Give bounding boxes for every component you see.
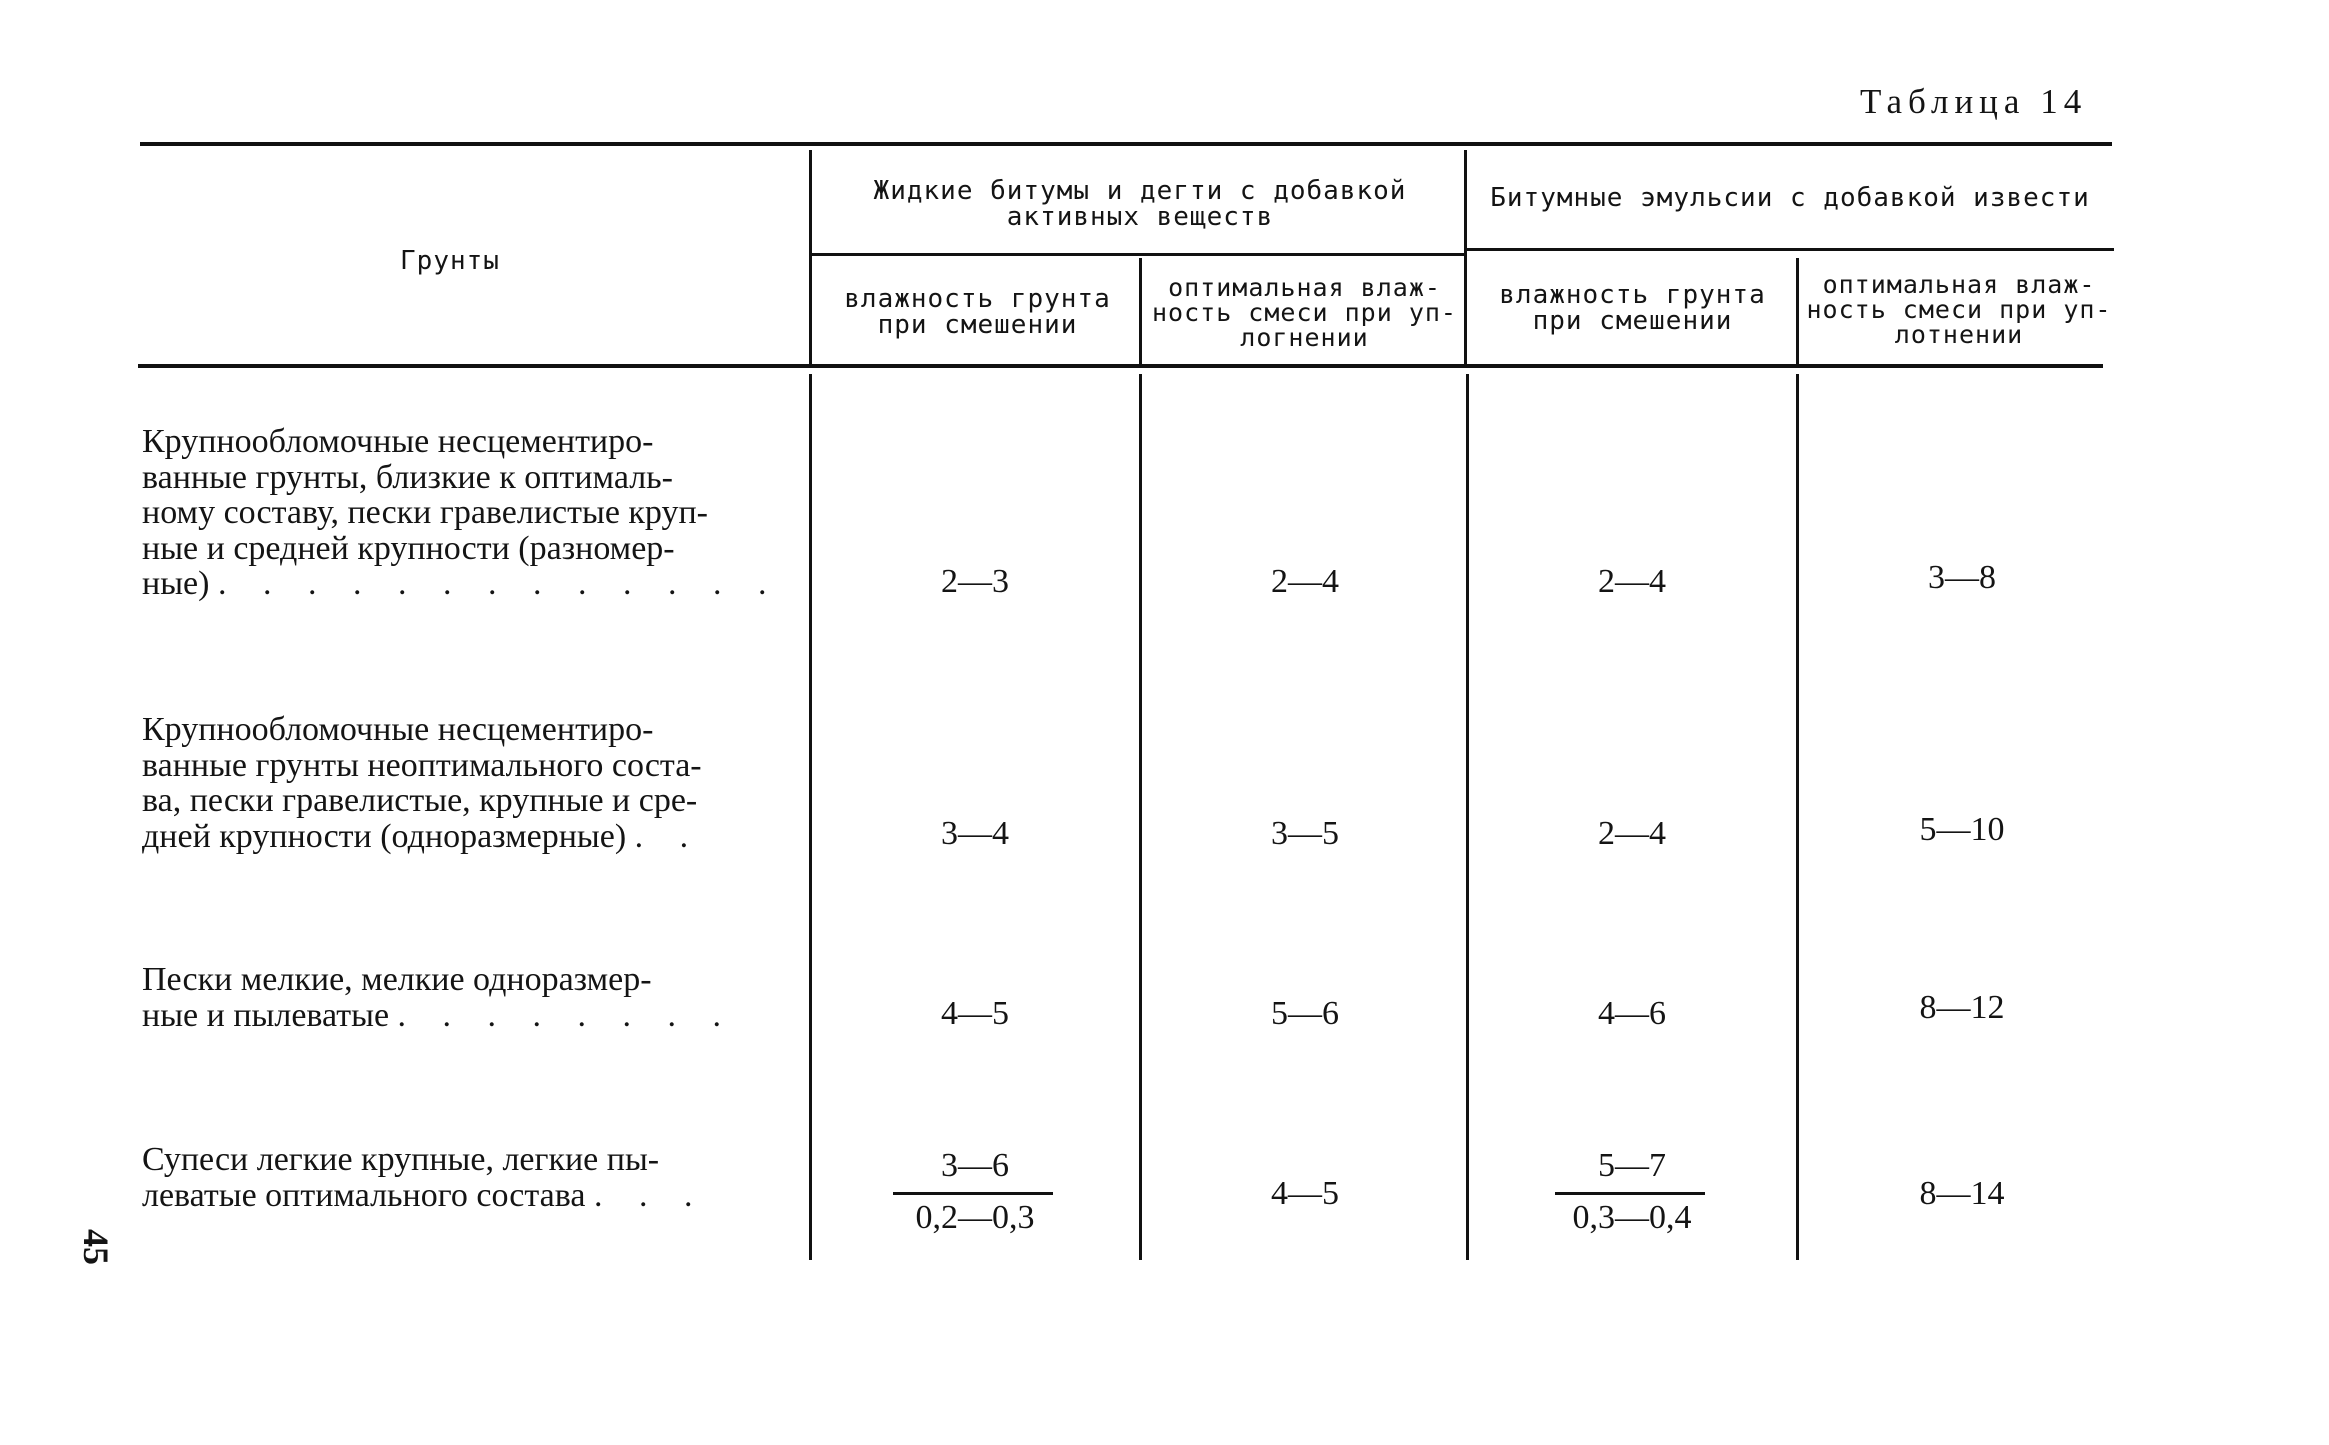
row-2-value-2: 3—5 <box>1271 815 1339 852</box>
row-4-value-3-numerator: 5—7 <box>1598 1147 1666 1184</box>
row-2-value-3: 2—4 <box>1598 815 1666 852</box>
row-1-value-1: 2—3 <box>941 563 1009 600</box>
row-2-value-4: 5—10 <box>1919 811 2005 848</box>
col-rule-2-body <box>1139 374 1142 1260</box>
header-group-bitumen-emulsions: Битумные эмульсии с добавкой извести <box>1490 183 2090 213</box>
header-sub-optimal-moisture-1: оптимальная влаж- ность смеси при уп- логнении <box>1152 273 1457 352</box>
header-sub-moisture-mixing-1: влажность грунта при смешении <box>844 284 1111 340</box>
col-rule-3-body <box>1466 374 1469 1260</box>
row-2-value-1: 3—4 <box>941 815 1009 852</box>
table-row-2-soil: Крупнообломочные несцементиро- ванные грунты неоптимального соста- ва, пески гравелистые, крупные и сре- дней крупности (одноразмерные) . . <box>142 711 703 855</box>
header-group-liquid-bitumen: Жидкие битумы и дегти с добавкой активных веществ <box>873 176 1407 232</box>
group-divider-left <box>812 253 1464 256</box>
row-4-value-4: 8—14 <box>1919 1175 2005 1212</box>
row-1-value-4: 3—8 <box>1928 559 1996 596</box>
group-divider-right <box>1466 248 2114 251</box>
table-row-3-soil: Пески мелкие, мелкие одноразмер- ные и пылеватые . . . . . . . . <box>142 961 736 1034</box>
col-rule-4-body <box>1796 374 1799 1260</box>
header-sub-optimal-moisture-2: оптимальная влаж- ность смеси при уп- лотнении <box>1806 270 2112 349</box>
col-rule-1-body <box>809 374 812 1260</box>
table-title: Таблица 14 <box>1860 82 2088 121</box>
top-rule <box>140 142 2112 146</box>
row-3-value-1: 4—5 <box>941 995 1009 1032</box>
header-bottom-rule <box>138 364 2103 368</box>
row-1-value-3: 2—4 <box>1598 563 1666 600</box>
page-number: 45 <box>76 1229 116 1265</box>
row-4-value-2: 4—5 <box>1271 1175 1339 1212</box>
row-3-value-4: 8—12 <box>1919 989 2005 1026</box>
header-sub-moisture-mixing-2: влажность грунта при смешении <box>1499 280 1766 336</box>
row-4-value-1-numerator: 3—6 <box>941 1147 1009 1184</box>
row-3-value-3: 4—6 <box>1598 995 1666 1032</box>
col-rule-1-header <box>809 150 812 364</box>
row-4-value-3-fraction-bar <box>1555 1192 1705 1195</box>
table-row-1-soil: Крупнообломочные несцементиро- ванные грунты, близкие к оптималь- ному составу, пески гравелистые круп- ные и средней крупности (разномер- ные) . . . . . . . . . . . . . <box>142 423 781 602</box>
header-soils: Грунты <box>400 246 500 276</box>
row-3-value-2: 5—6 <box>1271 995 1339 1032</box>
table-row-4-soil: Супеси легкие крупные, легкие пы- леватые оптимального состава . . . <box>142 1141 707 1214</box>
row-4-value-1-fraction-bar <box>893 1192 1053 1195</box>
row-4-value-1-denominator: 0,2—0,3 <box>915 1199 1035 1236</box>
row-4-value-3-denominator: 0,3—0,4 <box>1572 1199 1692 1236</box>
row-1-value-2: 2—4 <box>1271 563 1339 600</box>
